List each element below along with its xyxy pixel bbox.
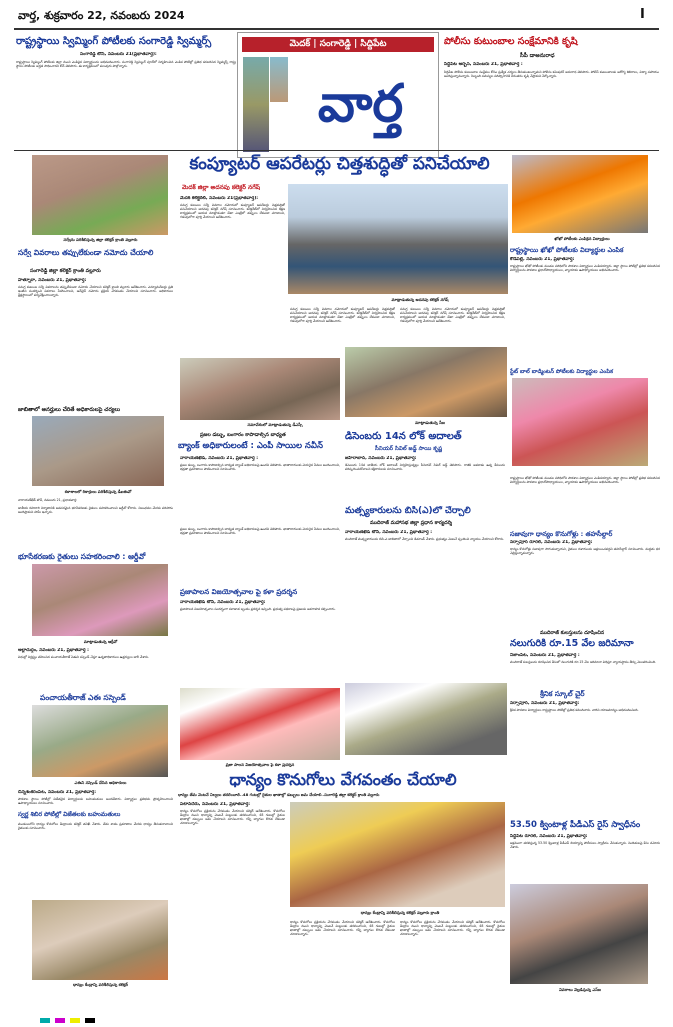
photo-paddy-left <box>32 900 168 980</box>
ball-badminton-headline: స్టేట్ బాల్ బాడ్మింటన్ పోటీలకు విద్యార్థుల ఎంపిక <box>510 369 613 375</box>
police-welfare-body: సిద్దిపేట పోలీసు కుటుంబాల సంక్షేమం కోసం ప్రత్యేక చర్యలు తీసుకుంటున్నామని పోలీసు కమిషనర్ అనురాధ తెలిపారు. పోలీస్ కుటుంబాలకు ఆరోగ్య శిబిరాలు, విద్యా సహాయం అందిస్తున్నామన్నారు. సిబ్బంది సమస్యల పరిష్కారానికి నిరంతరం కృషి చేస్తామని పేర్కొన్నారు. <box>444 70 659 79</box>
fishermen-body: ముదిరాజ్ మత్స్యకారులను బిసి-ఎ జాబితాలో చేర్చాలని డిమాండ్ చేశారు. ప్రభుత్వం వెంటనే స్పందించి న్యాయం చేయాలని కోరారు. <box>345 537 505 541</box>
photo-kho-kho <box>512 155 648 233</box>
photo-additional-collector <box>288 184 508 294</box>
photo-pds-rice <box>510 884 648 984</box>
lok-adalat-body: డిసెంబరు 14న జాతీయ లోక్ అదాలత్ నిర్వహిస్తున్నట్లు సీనియర్ సివిల్ జడ్జ్ తెలిపారు. రాజీకి అవకాశం ఉన్న కేసులను పరిష్కరించుకోవాలని కక్షిదారులకు సూచించారు. <box>345 463 505 472</box>
lok-adalat-dateline: జహీరాబాద్, నవంబరు 21, ప్రభాతవార్త: <box>345 456 417 461</box>
pds-rice-dateline: సిద్దిపేట రూరల్, నవంబరు 21, ప్రభాతవార్త: <box>510 834 588 839</box>
dsp-caption: సమావేశంలో మాట్లాడుతున్న డీఎస్పీ <box>247 422 303 427</box>
art-show-body: ప్రజాపాలన విజయోత్సవాల సందర్భంగా కళాజాత బృందం ప్రదర్శన ఇచ్చింది. ప్రభుత్వ పథకాలపై ప్రజలకు అవగాహన కల్పించారు. <box>180 607 336 611</box>
ae-suspend-headline: పంచాయతీరాజ్ ఎఈ సస్పెండ్ <box>40 693 126 702</box>
bank-headline: బ్యాంక్ అధికారులంటే : ఎంపీ సాయిల నవీన్ <box>178 441 323 451</box>
kho-kho-body: రాష్ట్రస్థాయి ఖోఖో పోటీలకు మండల పరిధిలోని పాఠశాల విద్యార్థులు ఎంపికయ్యారు. జిల్లా స్థాయి పోటీల్లో ప్రతిభ కనబరిచిన విద్యార్థులను పాఠశాల ప్రధానోపాధ్యాయులు, వ్యాయామ ఉపాధ్యాయులు అభినందించారు. <box>510 264 660 273</box>
paddy-smooth-dateline: నర్సాపూర్ రూరల్, నవంబరు 21, ప్రభాతవార్త: <box>510 540 593 545</box>
logo-photo-tower <box>270 57 288 102</box>
art-show-headline: ప్రజాపాలన విజయోత్సవాల పై కళా ప్రదర్శన <box>180 588 298 596</box>
logo-photo-left <box>243 57 269 152</box>
fine-headline: నలుగురికి రూ.15 వేల జరిమానా <box>510 638 634 649</box>
computer-operators-body-3: సమగ్ర కుటుంబ సర్వే వివరాల నమోదులో కంప్యూటర్ ఆపరేటర్లు చిత్తశుద్ధితో పనిచేయాలని అదనపు కలెక్టర్ నగేష్ సూచించారు. కలెక్టరేట్‌లో నిర్వహించిన శిక్షణ కార్యక్రమంలో ఆయన మాట్లాడుతూ డేటా ఎంట్రీలో తప్పులు లేకుండా చూడాలని, గడువులోగా పూర్తి చేయాలని ఆదేశించారు. <box>400 307 505 324</box>
college-body-2: జాతీయ రహదారి నిర్మాణానికి అవసరమైన భూసేకరణకు రైతులు సహకరించాలని ఆర్డీవో కోరారు. నిబంధనల మేరకు పరిహారం అందిస్తామని హామీ ఇచ్చారు. <box>18 506 173 515</box>
photo-art-show <box>180 688 340 760</box>
art-show-caption: ప్రజా పాలన విజయోత్సవాల పై కళా ప్రదర్శన <box>225 762 295 767</box>
college-caption: కళాశాలలో రికార్డులు పరిశీలిస్తున్న డీఐఈవో <box>64 489 132 494</box>
computer-operators-dateline: మెదక్ కలెక్టరేట్, నవంబరు 21(ప్రభాతవార్త): <box>180 196 259 201</box>
bank-body: ప్రజల డబ్బు, బంగారం కాపాడాల్సిన బాధ్యత బ్యాంక్ అధికారులపై ఉందని తెలిపారు. ఖాతాదారులకు మెరుగైన సేవలు అందించాలని, భద్రతా ప్రమాణాలు పాటించాలని సూచించారు. <box>180 463 340 472</box>
kho-kho-caption: ఖోఖో పోటీలకు ఎంపికైన విద్యార్థులు <box>554 236 610 241</box>
page-number: I <box>640 7 645 22</box>
land-acquisition-headline: భూసేకరణకు రైతులు సహకరించాలి : ఆర్డీవో <box>18 552 146 561</box>
ball-badminton-body: రాష్ట్రస్థాయి ఖోఖో పోటీలకు మండల పరిధిలోని పాఠశాల విద్యార్థులు ఎంపికయ్యారు. జిల్లా స్థాయి పోటీల్లో ప్రతిభ కనబరిచిన విద్యార్థులను పాఠశాల ప్రధానోపాధ్యాయులు, వ్యాయామ ఉపాధ్యాయులు అభినందించారు. <box>510 476 660 485</box>
survey-subhead: సంగారెడ్డి జిల్లా కలెక్టర్ క్రాంతి వల్లూరు <box>30 268 101 274</box>
srinika-dateline: నర్సాపూర్, నవంబరు 21, ప్రభాతవార్త: <box>510 701 580 706</box>
ae-dateline: అల్లాదుర్గం, నవంబరు 21, ప్రభాతవార్త : <box>18 648 89 653</box>
srinika-headline: శ్రీనిక స్కూల్ చైర్ <box>540 690 585 698</box>
bank-dateline: నారాయణ్‌ఖేడ్, నవంబరు 21, ప్రభాతవార్త : <box>180 456 259 461</box>
photo-fishermen <box>345 683 507 755</box>
paddy-left-body: మండలంలోని ధాన్యం కొనుగోలు కేంద్రాలను కలెక్టర్ తనిఖీ చేశారు. తేమ శాతం ప్రమాణాల మేరకు ధాన్యం తీసుకురావాలని రైతులకు సూచించారు. <box>18 822 173 831</box>
paddy-smooth-headline: సజావుగా ధాన్యం కొనుగోళ్లు : తహసీల్దార్ <box>510 530 613 538</box>
srinika-body: శ్రీనిక పాఠశాల విద్యార్థులు రాష్ట్రస్థాయి పోటీల్లో ప్రతిభ కనబరిచారు. వారిని యాజమాన్యం అభినందించింది. <box>510 708 639 712</box>
survey-headline: సర్వే వివరాలు తప్పులేకుండా నమోదు చేయాలి <box>18 248 154 257</box>
additional-collector-caption: మాట్లాడుతున్న అదనపు కలెక్టర్ నగేష్ <box>391 297 449 302</box>
section-rule-1 <box>14 150 659 151</box>
lok-adalat-headline: డిసెంబరు 14న లోక్ అదాలత్ <box>345 431 462 442</box>
survey-body: సమగ్ర కుటుంబ సర్వే వివరాలను తప్పులేకుండా నమోదు చేయాలని కలెక్టర్ క్రాంతి వల్లూరు ఆదేశించారు. ఎన్యూమరేటర్లు ప్రతి ఇంటిని సందర్శించి వివరాలు సేకరించాలని, ఆన్‌లైన్ నమోదు ప్రక్రియ వేగవంతం చేయాలని సూచించారు. అధికారులు క్షేత్రస్థాయిలో పర్యవేక్షించాలన్నారు. <box>18 285 173 298</box>
ae-caption: ఎఈని సస్పెండ్ చేసిన అధికారులు <box>74 780 127 785</box>
paddy-speedup-kicker: ధాన్యం తేమ వెంటనే నిల్వలు తరలించాలి..48 గంటల్లో రైతుల ఖాతాల్లో డబ్బులు జమ చేయాలి..సంగారెడ్డి జిల్లా కలెక్టర్ క్రాంతి వల్లూరు <box>178 792 380 797</box>
kho-kho-dateline: కౌడిపల్లి, నవంబరు 21, ప్రభాతవార్త: <box>510 257 575 262</box>
logo-text: వార్త <box>317 73 404 134</box>
college-body: నారాయణ్‌ఖేడ్ టౌన్, నవంబరు 21, ప్రభాతవార్త: <box>18 498 78 502</box>
bank-subhead: ప్రజల డబ్బు, బంగారం కాపాడాల్సిన బాధ్యత <box>200 432 286 438</box>
pds-rice-body: అక్రమంగా తరలిస్తున్న 53.50 క్వింటాళ్ల పీడీఎస్ బియ్యాన్ని పోలీసులు స్వాధీనం చేసుకున్నారు. నిందితులపై కేసు నమోదు చేశారు. <box>510 841 660 850</box>
computer-operators-body: సమగ్ర కుటుంబ సర్వే వివరాల నమోదులో కంప్యూటర్ ఆపరేటర్లు చిత్తశుద్ధితో పనిచేయాలని అదనపు కలెక్టర్ నగేష్ సూచించారు. కలెక్టరేట్‌లో నిర్వహించిన శిక్షణ కార్యక్రమంలో ఆయన మాట్లాడుతూ డేటా ఎంట్రీలో తప్పులు లేకుండా చూడాలని, గడువులోగా పూర్తి చేయాలని ఆదేశించారు. <box>180 203 285 220</box>
computer-operators-subhead: మెదక్ జిల్లా అదనపు కలెక్టర్ నగేష్ <box>182 184 261 191</box>
police-welfare-dateline: సిద్దిపేట అర్బన్, నవంబరు 21, ప్రభాతవార్త : <box>444 62 523 67</box>
dateline: వార్త, శుక్రవారం 22, నవంబరు 2024 <box>18 9 185 22</box>
photo-ae <box>32 705 168 777</box>
swimming-body: రాష్ట్రస్థాయి స్విమ్మింగ్ పోటీలకు జిల్లా నుంచి ఎంపికైన విద్యార్థులను అభినందించారు. సంగారెడ్డి స్విమ్మింగ్ పూల్‌లో నిర్వహించిన ఎంపిక పోటీల్లో ప్రతిభ కనబరిచిన స్విమ్మర్స్ రాష్ట్ర స్థాయి పోటీలకు అర్హత సాధించారని కోచ్ తెలిపారు. ఈ కార్యక్రమంలో పలువురు పాల్గొన్నారు. <box>16 60 236 69</box>
paddy-speedup-body: ధాన్యం కొనుగోలు ప్రక్రియను వేగవంతం చేయాలని కలెక్టర్ ఆదేశించారు. కొనుగోలు కేంద్రాల నుంచి ధాన్యాన్ని వెంటనే మిల్లులకు తరలించాలని, 48 గంటల్లో రైతుల ఖాతాల్లో డబ్బులు జమ చేయాలని సూచించారు. గన్నీ బ్యాగుల కొరత లేకుండా చూడాలన్నారు. <box>180 809 285 826</box>
fishermen-dateline: నారాయణ్‌ఖేడ్ టౌన్, నవంబరు 21, ప్రభాతవార్త : <box>345 530 432 535</box>
paddy-left-caption: ధాన్యం కేంద్రాన్ని పరిశీలిస్తున్న కలెక్టర్ <box>73 982 128 987</box>
pds-rice-caption: వివరాలు వెల్లడిస్తున్న ఎస్ఐ <box>559 987 601 992</box>
survey-photo-caption: సర్వేను పరిశీలిస్తున్న జిల్లా కలెక్టర్ క్రాంతి వల్లూరు <box>63 237 138 242</box>
computer-operators-body-2: సమగ్ర కుటుంబ సర్వే వివరాల నమోదులో కంప్యూటర్ ఆపరేటర్లు చిత్తశుద్ధితో పనిచేయాలని అదనపు కలెక్టర్ నగేష్ సూచించారు. కలెక్టరేట్‌లో నిర్వహించిన శిక్షణ కార్యక్రమంలో ఆయన మాట్లాడుతూ డేటా ఎంట్రీలో తప్పులు లేకుండా చూడాలని, గడువులోగా పూర్తి చేయాలని ఆదేశించారు. <box>290 307 395 324</box>
ae-body: విధుల్లో నిర్లక్ష్యం వహించిన పంచాయతీరాజ్ ఏఈని సస్పెండ్ చేస్తూ ఉన్నతాధికారులు ఉత్తర్వులు జారీ చేశారు. <box>18 655 150 659</box>
paddy-speedup-body-3: ధాన్యం కొనుగోలు ప్రక్రియను వేగవంతం చేయాలని కలెక్టర్ ఆదేశించారు. కొనుగోలు కేంద్రాల నుంచి ధాన్యాన్ని వెంటనే మిల్లులకు తరలించాలని, 48 గంటల్లో రైతుల ఖాతాల్లో డబ్బులు జమ చేయాలని సూచించారు. గన్నీ బ్యాగుల కొరత లేకుండా చూడాలన్నారు. <box>400 920 505 937</box>
computer-operators-headline: కంప్యూటర్ ఆపరేటర్లు చిత్తశుద్ధితో పనిచేయాలి <box>189 154 490 174</box>
color-registration-bar <box>40 1008 640 1014</box>
survey-dateline: హత్నూరా, నవంబరు 21, ప్రభాతవార్త: <box>18 278 87 283</box>
paddy-collector-caption: ధాన్యం కేంద్రాన్ని పరిశీలిస్తున్న కలెక్టర్ వల్లూరు క్రాంతి <box>360 910 440 915</box>
lok-adalat-subhead: సీనియర్ సివిల్ జడ్జ్ సాయి కృష్ణ <box>375 446 443 452</box>
fine-subhead: ముదిరాజ్ కులస్తులను దూషించిన <box>540 630 605 636</box>
prizes-headline: స్వర్ణ శిబిర పోటీల్లో విజేతలకు బహుమతులు <box>18 811 121 818</box>
district-band: మెదక్ | సంగారెడ్డి | సిద్దిపేట <box>242 37 434 52</box>
photo-paddy-collector <box>290 802 505 907</box>
paddy-smooth-body: ధాన్యం కొనుగోళ్లు సజావుగా సాగుతున్నాయని, రైతులు దళారులను ఆశ్రయించవద్దని తహసీల్దార్ సూచించారు. మద్దతు ధర చెల్లిస్తున్నామన్నారు. <box>510 547 660 556</box>
ineligible-headline: జాబితాలో అనర్హులు చేరితే అధికారులపై చర్యలు <box>18 407 121 413</box>
top-rule <box>14 28 659 30</box>
pds-rice-headline: 53.50 క్వింటాళ్ల పీడీఎస్ రైస్ స్వాధీనం <box>510 820 641 830</box>
ci-caption: మాట్లాడుతున్న సీఐ <box>415 420 445 425</box>
paddy-speedup-dateline: పటాన్‌చెరు, నవంబరు 21, ప్రభాతవార్త: <box>180 802 251 807</box>
rdo-caption: మాట్లాడుతున్న ఆర్డీవో <box>83 639 118 644</box>
kho-kho-headline: రాష్ట్రస్థాయి ఖోఖో పోటీలకు విద్యార్థుల ఎంపిక <box>510 246 624 254</box>
police-welfare-subhead: సీపీ డాఅనురాధ <box>520 53 555 59</box>
photo-survey <box>32 155 168 235</box>
masthead-logo <box>237 32 439 158</box>
photo-ball-badminton <box>512 378 648 466</box>
photo-dsp <box>180 358 340 420</box>
bank-body-2: ప్రజల డబ్బు, బంగారం కాపాడాల్సిన బాధ్యత బ్యాంక్ అధికారులపై ఉందని తెలిపారు. ఖాతాదారులకు మెరుగైన సేవలు అందించాలని, భద్రతా ప్రమాణాలు పాటించాలని సూచించారు. <box>180 527 340 536</box>
prizes-dateline: చిన్నశంకరంపేట, నవంబరు 21, ప్రభాతవార్త: <box>18 790 97 795</box>
photo-ci <box>345 347 507 417</box>
paddy-speedup-headline: ధాన్యం కొనుగోలు వేగవంతం చేయాలి <box>229 770 457 789</box>
photo-college-inspection <box>32 416 164 486</box>
prizes-body: పాఠశాల స్థాయి పోటీల్లో విజేతలైన విద్యార్థులకు బహుమతులు అందజేశారు. విద్యార్థుల ప్రతిభను ప్రోత్సహించాలని ఉపాధ్యాయులు సూచించారు. <box>18 797 173 806</box>
art-show-dateline: నారాయణ్‌ఖేడ్ టౌన్, నవంబరు 21, ప్రభాతవార్త: <box>180 600 266 605</box>
swimming-dateline: సంగారెడ్డి టౌన్, నవంబరు 21(ప్రభాతవార్త): <box>80 52 157 57</box>
fine-body: ముదిరాజ్ కులస్తులను దూషించిన కేసులో నలుగురికి రూ.15 వేల జరిమానా విధిస్తూ న్యాయస్థానం తీర్పు వెలువరించింది. <box>510 660 657 664</box>
fine-dateline: నిజాంపేట, నవంబరు 21, ప్రభాతవార్త : <box>510 653 580 658</box>
fishermen-subhead: ముదిరాజ్ మహాసభ జిల్లా ప్రధాన కార్యదర్శి <box>370 520 452 526</box>
fishermen-headline: మత్స్యకారులను బిసి(ఎ)లో చేర్చాలి <box>345 506 471 516</box>
police-welfare-headline: పోలీసు కుటుంబాల సంక్షేమానికి కృషి <box>444 36 578 47</box>
swimming-headline: రాష్ట్రస్థాయి స్విమ్మింగ్ పోటీలకు సంగారెడ్డి స్విమ్మర్స్ <box>16 36 212 47</box>
paddy-speedup-body-2: ధాన్యం కొనుగోలు ప్రక్రియను వేగవంతం చేయాలని కలెక్టర్ ఆదేశించారు. కొనుగోలు కేంద్రాల నుంచి ధాన్యాన్ని వెంటనే మిల్లులకు తరలించాలని, 48 గంటల్లో రైతుల ఖాతాల్లో డబ్బులు జమ చేయాలని సూచించారు. గన్నీ బ్యాగుల కొరత లేకుండా చూడాలన్నారు. <box>290 920 395 937</box>
photo-rdo <box>32 564 168 636</box>
